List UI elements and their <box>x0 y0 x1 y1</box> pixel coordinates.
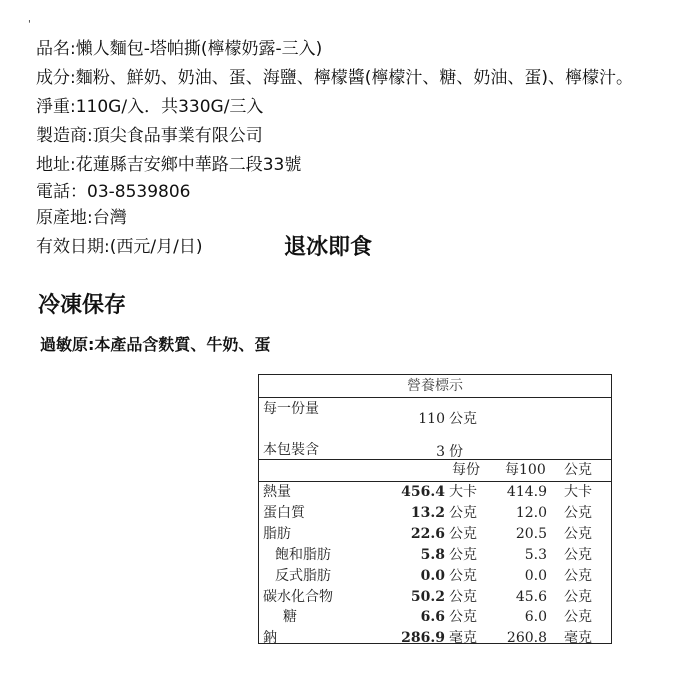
servings-per-package-unit: 份 <box>449 444 463 460</box>
nutrient-per-100: 0.0 <box>524 567 547 584</box>
nutrient-unit: 大卡 <box>449 484 477 500</box>
nutrient-unit: 毫克 <box>449 630 477 647</box>
expiry-date-label: 有效日期:(西元/月/日) <box>36 237 203 257</box>
nutrient-per-100: 6.0 <box>524 609 547 626</box>
servings-per-package-value: 3 <box>436 444 445 460</box>
nutrient-unit: 公克 <box>449 525 477 542</box>
nutrient-per-100: 5.3 <box>524 546 547 563</box>
nutrient-name: 反式脂肪 <box>275 567 331 584</box>
nutrient-per-serving: 22.6 <box>410 525 445 542</box>
servings-per-package-label: 本包裝含 <box>263 442 319 458</box>
nutrient-per-serving: 6.6 <box>420 609 445 626</box>
nutrient-unit: 公克 <box>449 588 477 605</box>
nutrient-unit-100: 公克 <box>564 609 592 626</box>
nutrient-per-serving: 5.8 <box>420 546 445 563</box>
thaw-note: 退冰即食 <box>284 235 373 260</box>
stray-mark: ' <box>28 19 31 30</box>
nutrient-per-serving: 456.4 <box>401 484 445 500</box>
nutrient-name: 脂肪 <box>263 525 291 542</box>
ingredients: 成分:麵粉、鮮奶、奶油、蛋、海鹽、檸檬醬(檸檬汁、糖、奶油、蛋)、檸檬汁。 <box>36 68 633 88</box>
nutrient-name: 熱量 <box>263 484 291 500</box>
nutrient-name: 碳水化合物 <box>263 588 333 605</box>
allergen-info: 過敏原:本產品含麩質、牛奶、蛋 <box>40 335 271 354</box>
nutrient-unit: 公克 <box>449 546 477 563</box>
nutrition-table <box>258 374 612 647</box>
nutrient-per-serving: 13.2 <box>410 504 445 521</box>
column-header-unit: 公克 <box>564 462 592 478</box>
nutrient-name: 蛋白質 <box>263 504 305 521</box>
nutrient-unit-100: 公克 <box>564 525 592 542</box>
nutrient-per-100: 414.9 <box>506 484 547 500</box>
nutrient-unit-100: 公克 <box>564 588 592 605</box>
nutrient-unit-100: 毫克 <box>564 630 592 647</box>
column-header-per-100: 每100 <box>505 462 546 478</box>
serving-size-label: 每一份量 <box>263 401 319 417</box>
nutrient-per-100: 12.0 <box>515 504 547 521</box>
nutrient-unit-100: 大卡 <box>564 484 592 500</box>
nutrient-unit: 公克 <box>449 609 477 626</box>
origin: 原產地:台灣 <box>36 208 127 228</box>
nutrient-per-serving: 286.9 <box>401 630 445 647</box>
nutrient-unit-100: 公克 <box>564 567 592 584</box>
phone: 電話：03-8539806 <box>36 182 191 202</box>
nutrient-name: 鈉 <box>263 630 277 647</box>
nutrient-per-100: 20.5 <box>515 525 547 542</box>
nutrition-title: 營養標示 <box>259 375 611 398</box>
nutrient-unit: 公克 <box>449 504 477 521</box>
manufacturer: 製造商:頂尖食品事業有限公司 <box>36 126 263 146</box>
nutrient-per-serving: 0.0 <box>420 567 445 584</box>
nutrient-per-100: 45.6 <box>515 588 547 605</box>
nutrient-unit-100: 公克 <box>564 504 592 521</box>
net-weight: 淨重:110G/入．共330G/三入 <box>36 97 264 117</box>
nutrient-per-100: 260.8 <box>506 630 547 647</box>
nutrient-per-serving: 50.2 <box>410 588 445 605</box>
nutrient-name: 飽和脂肪 <box>275 546 331 563</box>
nutrient-name: 糖 <box>283 609 297 626</box>
address: 地址:花蓮縣吉安鄉中華路二段33號 <box>36 155 302 175</box>
serving-size-unit: 公克 <box>449 411 477 427</box>
column-header-per-serving: 每份 <box>452 462 480 478</box>
serving-size-value: 110 <box>418 411 445 427</box>
storage-instruction: 冷凍保存 <box>38 293 127 318</box>
nutrient-unit-100: 公克 <box>564 546 592 563</box>
nutrient-unit: 公克 <box>449 567 477 584</box>
product-name: 品名:懶人麵包-塔帕撕(檸檬奶露-三入) <box>36 39 323 59</box>
